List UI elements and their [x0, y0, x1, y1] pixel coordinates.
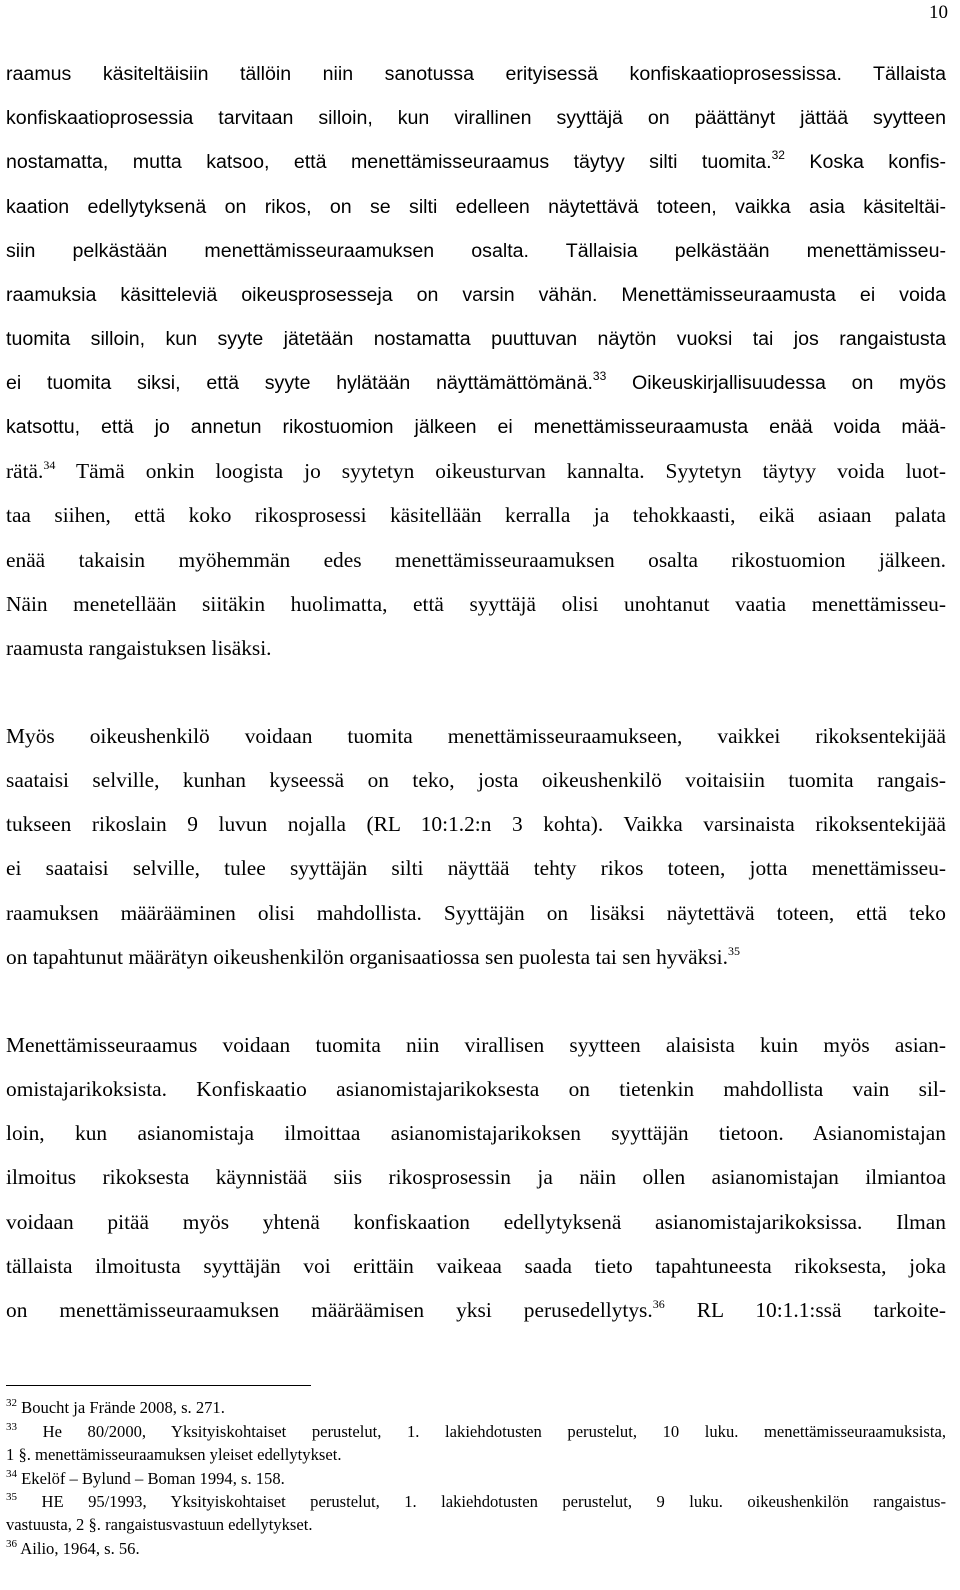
text-line: omistajarikoksista. Konfiskaatio asianomistajarikoksesta on tietenkin mahdollista vain sil-	[6, 1077, 946, 1101]
footnote-ref-33[interactable]: 33	[592, 369, 607, 383]
text-line: on tapahtunut määrätyn oikeushenkilön organisaatiossa sen puolesta tai sen hyväksi.$^{35}$	[6, 944, 740, 969]
text-line: tukseen rikoslain 9 luvun nojalla (RL 10:1.2:n 3 kohta). Vaikka varsinaista rikoksentekijää	[6, 812, 946, 836]
footnote-33-continued: 1 §. menettämisseuraamuksen yleiset edellytykset.	[6, 1445, 342, 1464]
text-line: katsottu, että jo annetun rikostuomion jälkeen ei menettämisseuraamusta enää voida mää-	[6, 416, 946, 438]
text-line: Näin menetellään siitäkin huolimatta, että syyttäjä olisi unohtanut vaatia menettämisseu-	[6, 592, 946, 616]
footnote-36: $^{36}$ Ailio, 1964, s. 56.	[6, 1538, 140, 1558]
text-line: raamuksia käsitteleviä oikeusprosesseja on varsin vähän. Menettämisseuraamusta ei voida	[6, 284, 946, 306]
footnote-ref-34[interactable]: 34	[43, 458, 56, 472]
footnote-divider	[6, 1385, 311, 1386]
text-line: raamuksen määrääminen olisi mahdollista. Syyttäjän on lisäksi näytettävä toteen, että teko	[6, 901, 946, 925]
text-line: raamus käsiteltäisiin tällöin niin sanotussa erityisessä konfiskaatioprosessissa. Tällaista	[6, 63, 946, 85]
text-line: voidaan pitää myös yhtenä konfiskaation edellytyksenä asianomistajarikoksissa. Ilman	[6, 1210, 946, 1234]
footnote-ref-32[interactable]: 32	[771, 148, 785, 162]
text-line: konfiskaatioprosessia tarvitaan silloin, kun virallinen syyttäjä on päättänyt jättää syytteen	[6, 107, 946, 129]
text-line: ei saataisi selville, tulee syyttäjän silti näyttää tehty rikos toteen, jotta menettämisseu-	[6, 856, 946, 880]
footnote-33: $^{33}$ He 80/2000, Yksityiskohtaiset perustelut, 1. lakiehdotusten perustelut, 10 luku. menettämisseuraamuksista,	[6, 1421, 946, 1441]
text-line: Menettämisseuraamus voidaan tuomita niin virallisen syytteen alaisista kuin myös asian-	[6, 1033, 946, 1057]
text-line: raamusta rangaistuksen lisäksi.	[6, 636, 272, 660]
text-line: nostamatta, mutta katsoo, että menettämisseuraamus täytyy silti tuomita.$^{32}$ Koska konfis-	[6, 148, 946, 173]
text-line: enää takaisin myöhemmän edes menettämisseuraamuksen osalta rikostuomion jälkeen.	[6, 548, 946, 572]
text-line: kaation edellytyksenä on rikos, on se silti edelleen näytettävä toteen, vaikka asia käsiteltäi-	[6, 196, 946, 218]
footnote-34: $^{34}$ Ekelöf – Bylund – Boman 1994, s. 158.	[6, 1468, 285, 1488]
text-line: siin pelkästään menettämisseuraamuksen osalta. Tällaisia pelkästään menettämisseu-	[6, 240, 946, 262]
text-line: rätä.$^{34}$ Tämä onkin loogista jo syytetyn oikeusturvan kannalta. Syytetyn täytyy voida luot-	[6, 458, 946, 483]
text-line: tuomita silloin, kun syyte jätetään nostamatta puuttuvan näytön vuoksi tai jos rangaistusta	[6, 328, 946, 350]
text-line: taa siihen, että koko rikosprosessi käsitellään kerralla ja tehokkaasti, eikä asiaan palata	[6, 503, 946, 527]
text-line: ilmoitus rikoksesta käynnistää siis rikosprosessin ja näin ollen asianomistajan ilmiantoa	[6, 1165, 946, 1189]
text-line: on menettämisseuraamuksen määräämisen yksi perusedellytys.$^{36}$ RL 10:1.1:ssä tarkoite-	[6, 1297, 946, 1322]
text-line: saataisi selville, kunhan kyseessä on teko, josta oikeushenkilö voitaisiin tuomita rangais-	[6, 768, 946, 792]
footnote-32: $^{32}$ Boucht ja Frände 2008, s. 271.	[6, 1397, 225, 1417]
page-number: 10	[929, 2, 948, 23]
text-line: Myös oikeushenkilö voidaan tuomita menettämisseuraamukseen, vaikkei rikoksentekijää	[6, 724, 946, 748]
footnote-ref-36[interactable]: 36	[652, 1297, 665, 1311]
text-line: loin, kun asianomistaja ilmoittaa asianomistajarikoksen syyttäjän tietoon. Asianomistajan	[6, 1121, 946, 1145]
footnote-ref-35[interactable]: 35	[727, 944, 740, 958]
footnote-35: $^{35}$ HE 95/1993, Yksityiskohtaiset perustelut, 1. lakiehdotusten perustelut, 9 luku. oikeushenkilön rangaistus-	[6, 1491, 947, 1511]
text-line: ei tuomita siksi, että syyte hylätään näyttämättömänä.$^{33}$ Oikeuskirjallisuudessa on myös	[6, 369, 946, 394]
text-line: tällaista ilmoitusta syyttäjän voi erittäin vaikeaa saada tieto tapahtuneesta rikoksesta, joka	[6, 1254, 946, 1278]
footnote-35-continued: vastuusta, 2 §. rangaistusvastuun edellytykset.	[6, 1515, 313, 1534]
